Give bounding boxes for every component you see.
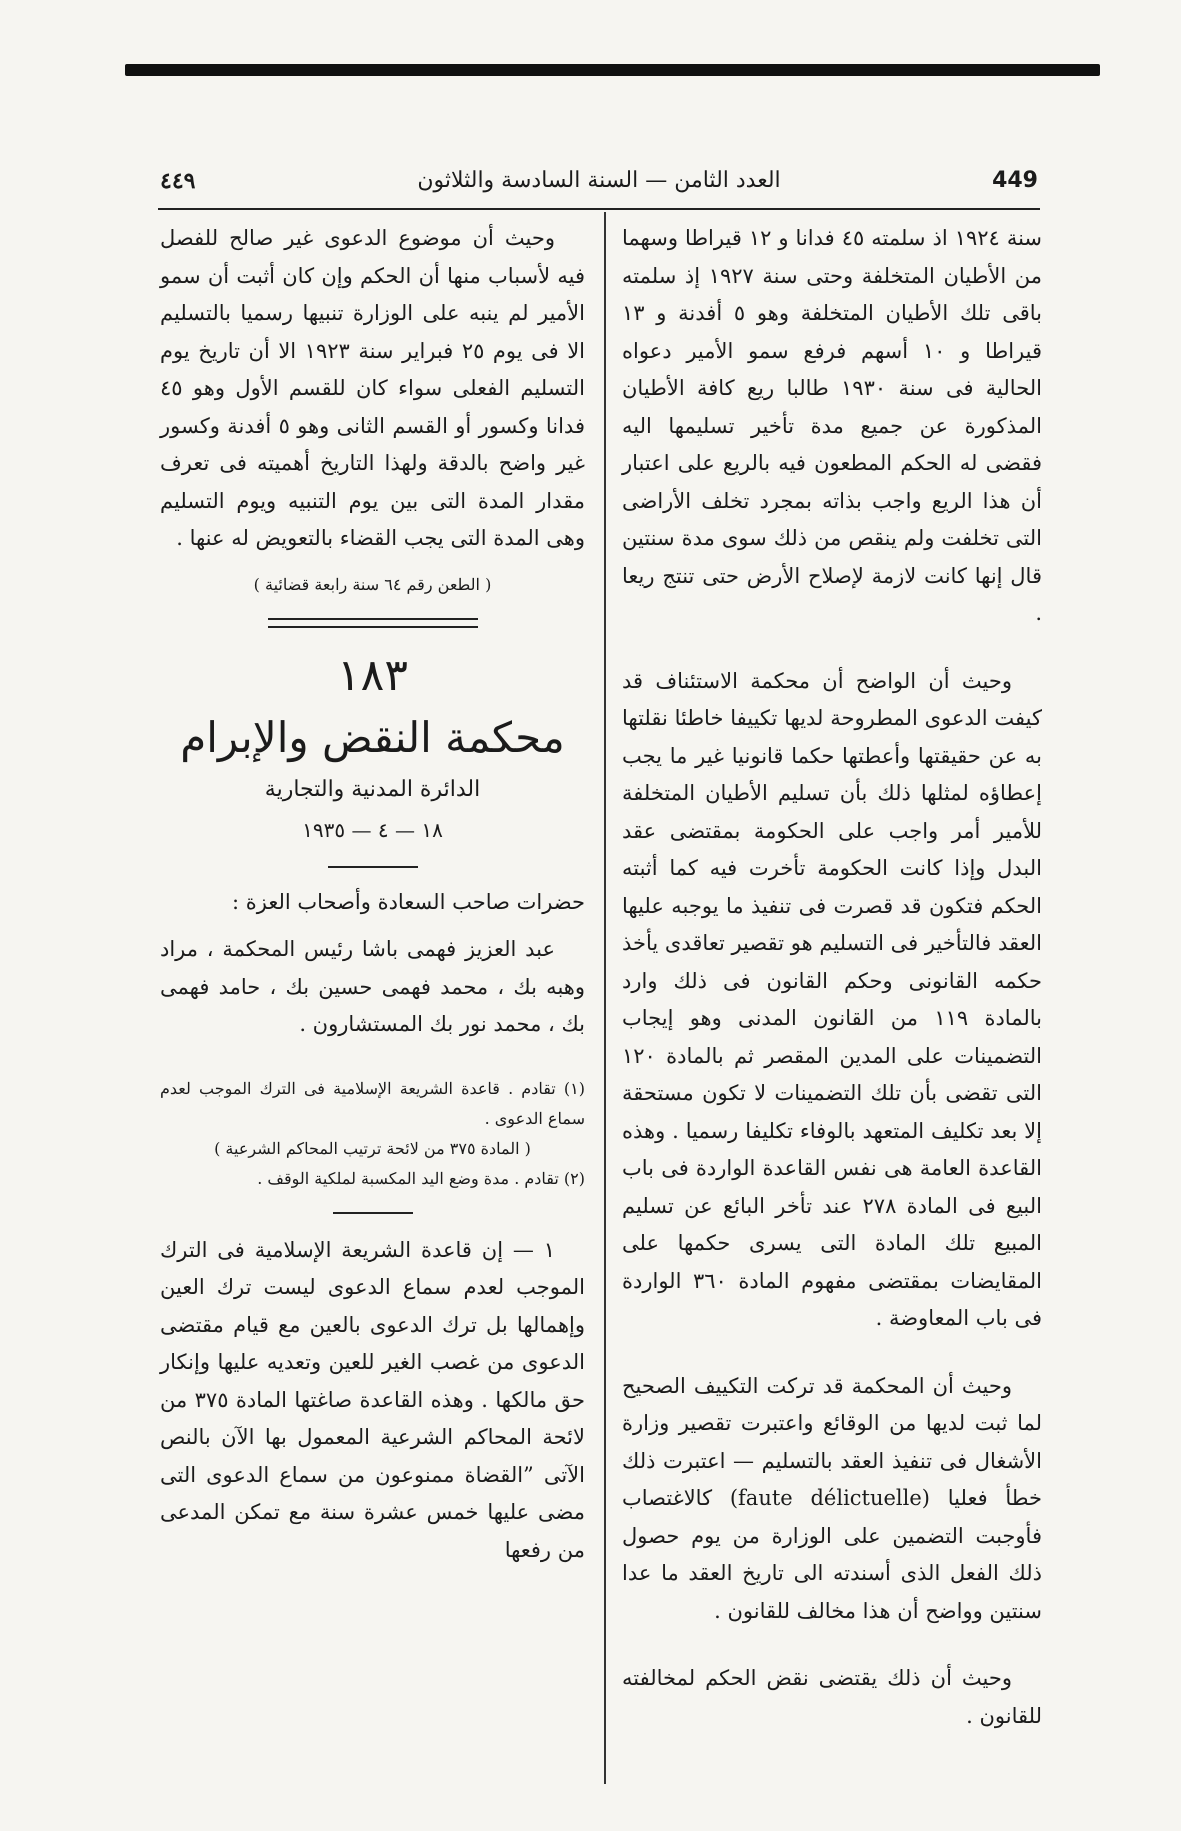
paragraph-not-ready: وحيث أن موضوع الدعوى غير صالح للفصل فيه لأسباب منها أن الحكم وإن كان أثبت أن سمو الأمير لم ينبه على الوزارة تنبيها رسميا بالتسليم الا فى يوم ٢٥ فبراير سنة ١٩٢٣ الا أن تاريخ يوم التسليم الفعلى سواء كان للقسم الأول وهو ٤٥ فدانا وكسور أو القسم الثانى وهو ٥ أفدنة وكسور غير واضح بالدقة ولهذا التاريخ أهميته فى تعرف مقدار المدة التى بين يوم التنبيه ويوم التسليم وهى المدة التى يجب القضاء بالتعويض له عنها . [160,226,586,550]
judges-intro: حضرات صاحب السعادة وأصحاب العزة : [231,889,585,914]
headnote-separator [333,1212,413,1214]
court-name: محكمة النقض والإبرام [180,712,565,762]
page-number-latin: 449 [992,168,1038,193]
header-rule [158,208,1040,210]
top-border-rule [125,64,1100,76]
paragraph-court-error: وحيث أن المحكمة قد تركت التكييف الصحيح لما ثبت لديها من الوقائع واعتبرت تقصير وزارة الأشغال فى تنفيذ العقد بالتسليم — اعتبرت ذلك خطأ فعليا (faute délictuelle) كالاغتصاب فأوجبت التضمين على الوزارة من يوم حصول ذلك الفعل الذى أسندته الى تاريخ العقد ما عدا سنتين وواضح أن هذا مخالف للقانون . [622,1373,1042,1623]
case-number: ١٨٣ [337,649,408,701]
appeal-reference: ( الطعن رقم ٦٤ سنة رابعة قضائية ) [253,574,492,594]
headnote-2: (٢) تقادم . مدة وضع اليد المكسبة لملكية الوقف . [257,1168,585,1188]
paragraph-rent-claim: سنة ١٩٢٤ اذ سلمته ٤٥ فدانا و ١٢ قيراطا وسهما من الأطيان المتخلفة وحتى سنة ١٩٢٧ إذ سلمته باقى تلك الأطيان المتخلفة وهو ٥ أفدنة و ١٣ قيراطا و ١٠ أسهم فرفع سمو الأمير دعواه الحالية فى سنة ١٩٣٠ طالبا ريع كافة الأطيان المذكورة عن جميع مدة تأخير تسليمها اليه فقضى له الحكم المطعون فيه بالريع على اعتبار أن هذا الريع واجب بذاته بمجرد تخلف الأراضى التى تخلفت ولم ينقص من ذلك سوى مدة سنتين قال إنها كانت لازمة لإصلاح الأرض حتى تنتج ريعا . [622,226,1043,625]
page-header [160,168,1038,202]
section-separator [268,618,478,628]
paragraph-conclusion: وحيث أن ذلك يقتضى نقض الحكم لمخالفته للقانون . [622,1666,1042,1728]
running-title: العدد الثامن — السنة السادسة والثلاثون [417,168,781,193]
judges-list: عبد العزيز فهمى باشا رئيس المحكمة ، مراد وهبه بك ، محمد فهمى حسين بك ، حامد فهمى بك ، محمد نور بك المستشارون . [160,937,585,1036]
paragraph-appeal-mischaracterization: وحيث أن الواضح أن محكمة الاستئناف قد كيفت الدعوى المطروحة لديها تكييفا خاطئا نقلتها به عن حقيقتها وأعطتها حكما قانونيا غير ما يجب إعطاؤه لمثلها ذلك بأن تسليم الأطيان المتخلفة للأمير أمر واجب على الحكومة بمقتضى عقد البدل وإذا كانت الحكومة تأخرت فيه كما أثبته الحكم فتكون قد قصرت فى تنفيذ ما يوجبه عليها العقد فالتأخير فى التسليم هو تقصير تعاقدى يأخذ حكمه القانونى وحكم القانون فى ذلك وارد بالمادة ١١٩ من القانون المدنى وهو إيجاب التضمينات على المدين المقصر ثم بالمادة ١٢٠ التى تقضى بأن تلك التضمينات لا تكون مستحقة إلا بعد تكليف المتعهد بالوفاء تكليفا رسميا . وهذه القاعدة العامة هى نفس القاعدة الواردة فى باب البيع فى المادة ٢٧٨ عند تأخر البائع عن تسليم المبيع تلك المادة التى يسرى حكمها على المقايضات بمقتضى مفهوم المادة ٣٦٠ الواردة فى باب المعاوضة . [622,668,1042,1330]
headnote-1: (١) تقادم . قاعدة الشريعة الإسلامية فى الترك الموجب لعدم سماع الدعوى . [160,1078,586,1128]
court-department: الدائرة المدنية والتجارية [264,776,481,802]
page-number-arabic: ٤٤٩ [160,168,196,194]
left-column [160,220,585,1569]
column-divider [604,212,606,1784]
right-column [622,220,1042,1735]
headnote-1-reference: ( المادة ٣٧٥ من لائحة ترتيب المحاكم الشرعية ) [214,1138,531,1158]
date-separator [328,866,418,868]
paragraph-rule-one: ١ — إن قاعدة الشريعة الإسلامية فى الترك الموجب لعدم سماع الدعوى ليست ترك العين وإهمالها بل ترك الدعوى بالعين مع قيام مقتضى الدعوى من غصب الغير للعين وتعديه عليها وإنكار حق مالكها . وهذه القاعدة صاغتها المادة ٣٧٥ من لائحة المحاكم الشرعية المعمول بها الآن بالنص الآتى ”القضاة ممنوعون من سماع الدعوى التى مضى عليها خمس عشرة سنة مع تمكن المدعى من رفعها [160,1237,585,1562]
judgment-date: ١٨ — ٤ — ١٩٣٥ [302,817,443,842]
